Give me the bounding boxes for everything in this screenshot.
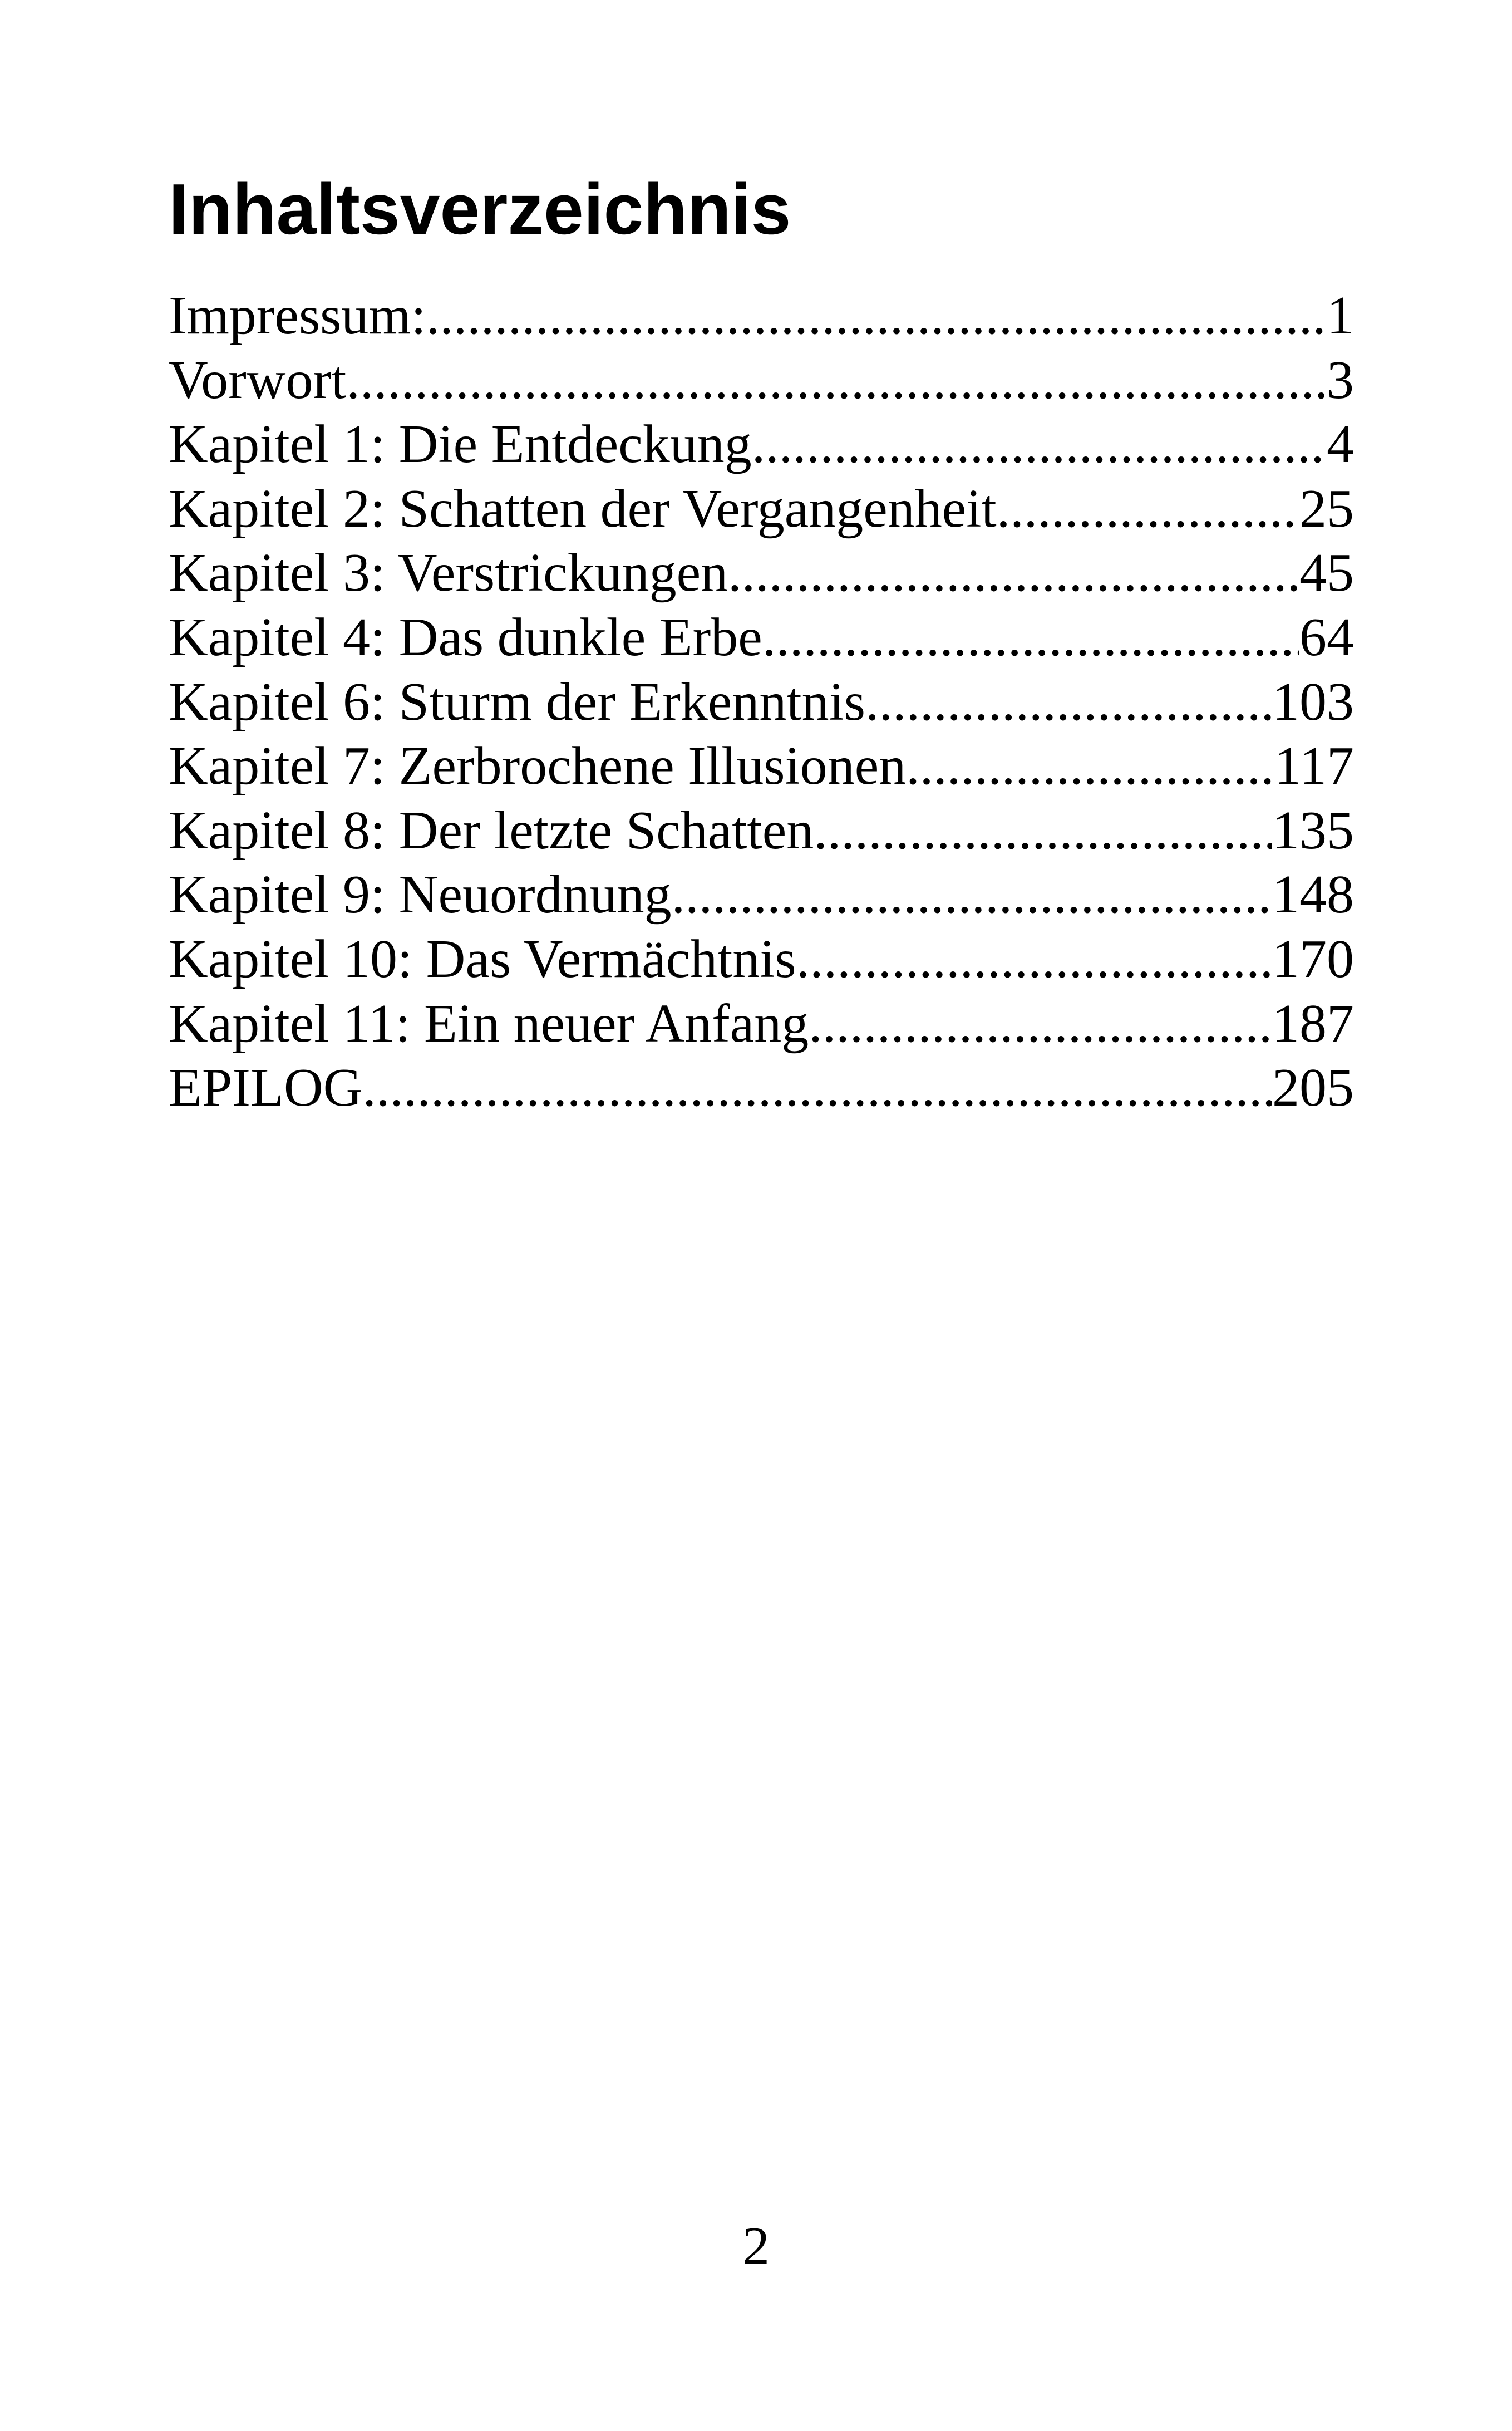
dot-leader [752,412,1327,477]
toc-entry-label: Kapitel 8: Der letzte Schatten [169,800,814,861]
toc-entry-label: Kapitel 3: Verstrickungen [169,543,728,603]
toc-entry-label: Kapitel 1: Die Entdeckung [169,414,752,475]
dot-leader [728,541,1299,606]
page-title: Inhaltsverzeichnis [169,169,791,249]
dot-leader [997,477,1299,542]
dot-leader [346,348,1327,413]
dot-leader [362,1056,1272,1121]
dot-leader [672,863,1272,927]
table-of-contents [169,284,1354,1121]
toc-entry-page: 1 [1327,286,1354,346]
toc-entry [169,606,1354,670]
dot-leader [762,606,1299,670]
toc-entry-page: 4 [1327,414,1354,475]
toc-entry-page: 64 [1299,607,1354,667]
toc-entry-page: 148 [1272,865,1354,925]
dot-leader [796,927,1272,992]
toc-entry-label: EPILOG [169,1058,363,1118]
dot-leader [426,284,1327,348]
toc-entry-label: Impressum: [169,286,426,346]
toc-entry-page: 135 [1272,800,1354,861]
toc-entry [169,348,1354,413]
toc-entry [169,670,1354,735]
toc-entry-label: Kapitel 11: Ein neuer Anfang [169,993,809,1054]
toc-entry-page: 117 [1274,736,1354,797]
toc-entry-label: Kapitel 2: Schatten der Vergangenheit [169,478,997,539]
toc-entry-label: Kapitel 9: Neuordnung [169,865,672,925]
toc-entry-page: 187 [1272,993,1354,1054]
toc-entry [169,927,1354,992]
toc-entry [169,541,1354,606]
toc-entry-page: 45 [1299,543,1354,603]
page-number: 2 [742,2216,770,2276]
toc-entry-label: Kapitel 6: Sturm der Erkenntnis [169,671,865,732]
toc-entry-page: 205 [1272,1058,1354,1118]
toc-entry-page: 3 [1327,350,1354,410]
toc-entry [169,1056,1354,1121]
dot-leader [809,992,1272,1057]
toc-entry-page: 25 [1299,478,1354,539]
toc-entry-page: 103 [1272,671,1354,732]
toc-entry-page: 170 [1272,929,1354,989]
dot-leader [814,799,1272,863]
toc-entry [169,799,1354,863]
toc-entry-label: Kapitel 7: Zerbrochene Illusionen [169,736,907,797]
toc-entry-label: Kapitel 4: Das dunkle Erbe [169,607,762,667]
dot-leader [865,670,1272,735]
toc-entry [169,863,1354,927]
toc-entry [169,992,1354,1057]
toc-entry [169,412,1354,477]
toc-entry [169,477,1354,542]
toc-entry-label: Kapitel 10: Das Vermächtnis [169,929,796,989]
toc-entry [169,734,1354,799]
toc-entry-label: Vorwort [169,350,347,410]
dot-leader [906,734,1274,799]
toc-entry [169,284,1354,348]
